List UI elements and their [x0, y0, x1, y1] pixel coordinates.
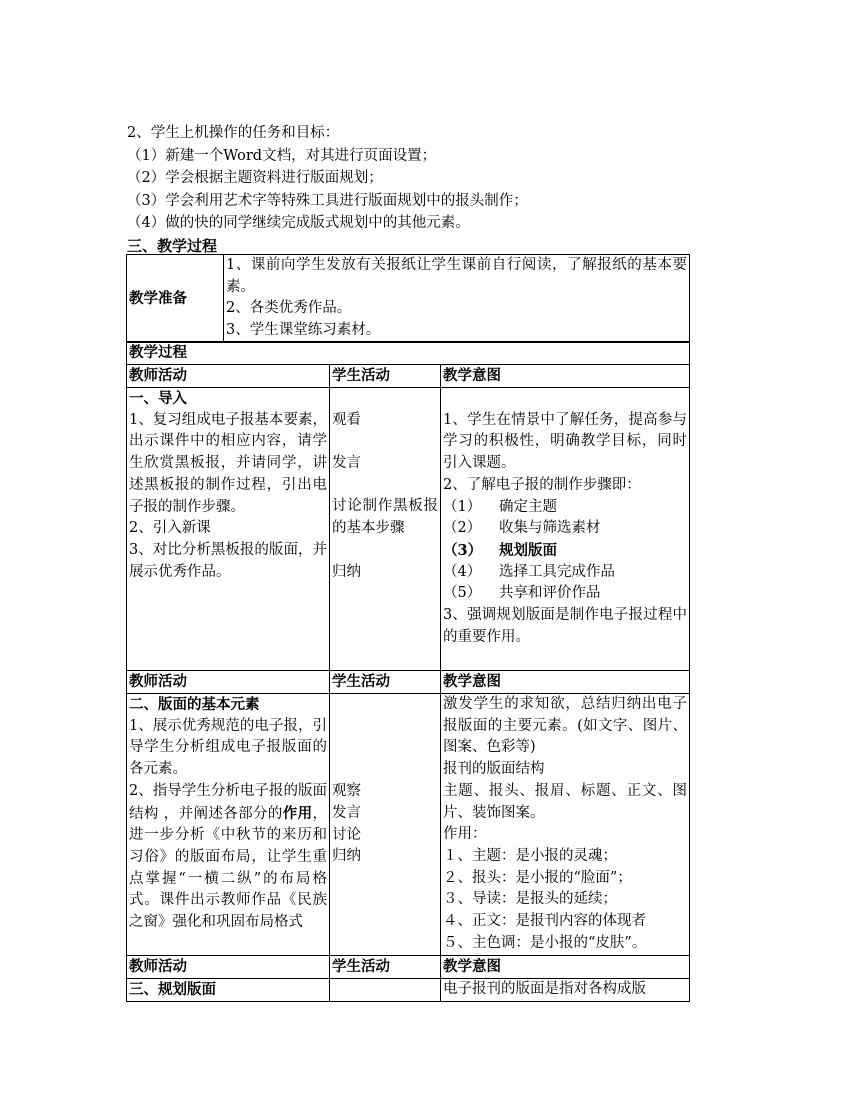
role-title: 作用：	[443, 826, 487, 843]
teacher-item: 3、对比分析黑板报的版面，并展示优秀作品。	[129, 541, 327, 580]
student-activity: 归纳	[332, 563, 361, 580]
structure-title: 报刊的版面结构	[443, 761, 545, 778]
section2-title: 二、版面的基本元素	[129, 696, 260, 713]
section2-student	[330, 694, 441, 956]
section1-title: 一、导入	[129, 390, 187, 407]
process-table	[126, 341, 690, 1002]
intro-line: （2）学会根据主题资料进行版面规划；	[127, 170, 383, 186]
step-item: （5） 共享和评价作品	[443, 585, 601, 602]
intro-line: 2、学生上机操作的任务和目标：	[127, 125, 340, 141]
header-student: 学生活动	[330, 671, 441, 694]
header-intent: 教学意图	[441, 671, 690, 694]
student-activity: 讨论	[332, 826, 361, 843]
section3-title: 三、规划版面	[127, 979, 330, 1002]
prep-table	[126, 254, 690, 343]
role-item: ４、正文：是报刊内容的体现者	[443, 913, 646, 930]
role-item: ５、主色调：是小报的“皮肤”。	[443, 934, 647, 951]
prep-item: 3、学生课堂练习素材。	[226, 322, 381, 339]
student-activity: 归纳	[332, 848, 361, 865]
teacher-item: 1、展示优秀规范的电子报，引导学生分析组成电子报版面的各元素。	[129, 717, 327, 778]
section2-teacher	[127, 694, 330, 956]
header-student: 学生活动	[330, 956, 441, 979]
step-item: （1） 确定主题	[443, 498, 557, 515]
teacher-item: 2、引入新课	[129, 520, 211, 537]
intro-line: （3）学会利用艺术字等特殊工具进行版面规划中的报头制作；	[127, 192, 528, 209]
header-teacher: 教师活动	[127, 671, 330, 694]
prep-item: 2、各类优秀作品。	[226, 300, 352, 317]
process-title: 教学过程	[127, 342, 690, 365]
student-activity: 讨论制作黑板报的基本步骤	[332, 498, 438, 537]
step-item: （2） 收集与筛选素材	[443, 520, 601, 537]
prep-items	[224, 255, 690, 343]
student-activity: 观看	[332, 411, 361, 428]
intro-block	[127, 122, 727, 257]
intent-steps-title: 2、了解电子报的制作步骤即：	[443, 476, 641, 493]
prep-item: 1、课前向学生发放有关报纸让学生课前自行阅读，了解报纸的基本要素。	[226, 257, 687, 295]
intent-end: 3、强调规划版面是制作电子报过程中的重要作用。	[443, 607, 687, 645]
section-heading: 三、教学过程	[127, 236, 218, 255]
header-intent: 教学意图	[441, 365, 690, 388]
student-activity: 观察	[332, 783, 361, 800]
intro-line: （4）做的快的同学继续完成版式规划中的其他元素。	[127, 215, 470, 231]
section3-student	[330, 979, 441, 1002]
section1-teacher	[127, 388, 330, 671]
section1-intent	[441, 388, 690, 671]
prep-label: 教学准备	[127, 255, 224, 343]
header-intent: 教学意图	[441, 956, 690, 979]
intro-line: （1）新建一个Word文档，对其进行页面设置；	[127, 147, 437, 164]
teacher-item: 1、复习组成电子报基本要素，出示课件中的相应内容，请学生欣赏黑板报，并请同学，讲述黑板报的制作过程，引出电子报的制作步骤。	[129, 411, 327, 515]
structure-items: 主题、报头、报眉、标题、正文、图片、装饰图案。	[443, 782, 687, 821]
step-item: （3） 规划版面	[443, 541, 557, 559]
header-teacher: 教师活动	[127, 956, 330, 979]
student-activity: 发言	[332, 455, 361, 472]
section2-intent	[441, 694, 690, 956]
step-item: （4） 选择工具完成作品	[443, 563, 615, 580]
role-item: ２、报头：是小报的“脸面”；	[443, 869, 632, 886]
role-item: １、主题：是小报的灵魂；	[443, 847, 617, 864]
teacher-item: 2、指导学生分析电子报的版面结构 ，并阐述各部分的作用，进一步分析《中秋节的来历和习俗》的版面布局，让学生重点掌握“一横二纵”的布局格式。课件出示教师作品《民族之窗》强化和巩固布局格式	[129, 782, 328, 931]
intent-intro: 激发学生的求知欲，总结归纳出电子报版面的主要元素。(如文字、图片、图案、色彩等)	[443, 696, 687, 756]
intent-intro: 1、学生在情景中了解任务，提高参与学习的积极性，明确教学目标，同时引入课题。	[443, 411, 687, 472]
header-teacher: 教师活动	[127, 365, 330, 388]
section3-intent: 电子报刊的版面是指对各构成版	[441, 979, 690, 1002]
header-student: 学生活动	[330, 365, 441, 388]
student-activity: 发言	[332, 804, 361, 821]
section1-student	[330, 388, 441, 671]
role-item: ３、导读：是报头的延续；	[443, 891, 617, 908]
